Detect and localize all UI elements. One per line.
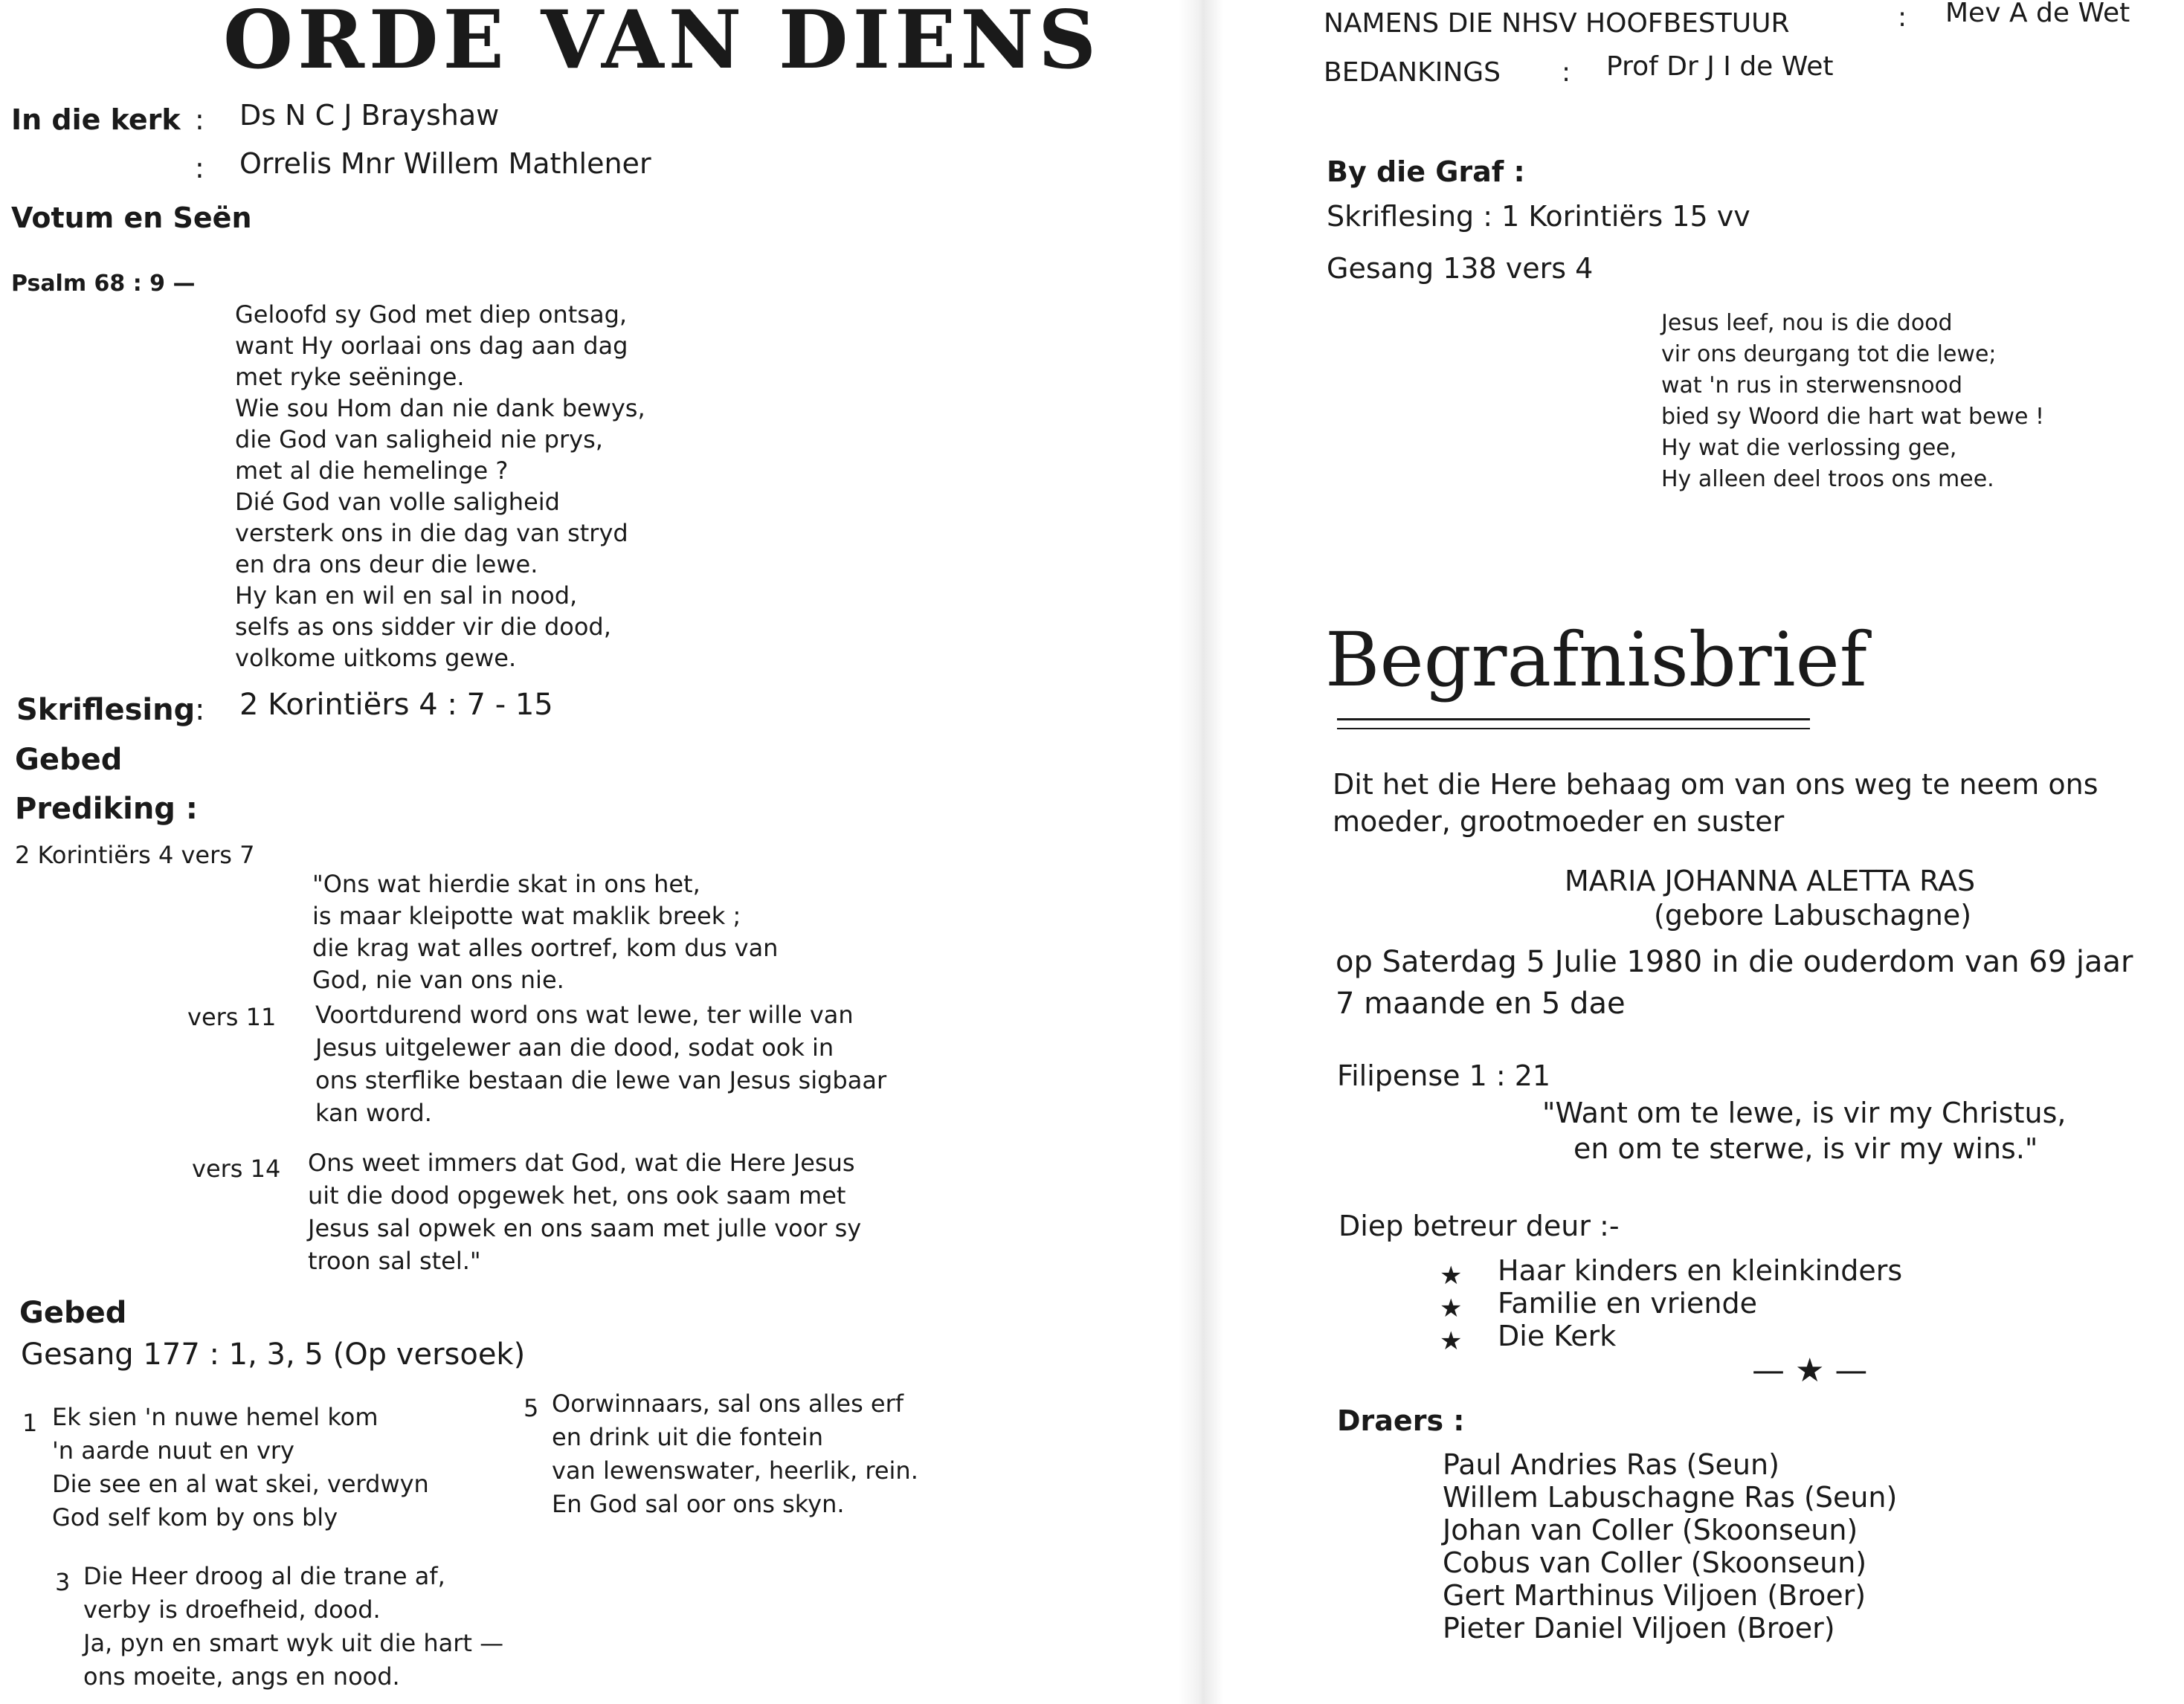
verse-line: God, nie van ons nie. (312, 966, 564, 994)
date-line-1: op Saterdag 5 Julie 1980 in die ouderdom van 69 jaar (1336, 945, 2133, 979)
verse-line: Hy wat die verlossing gee, (1661, 435, 1957, 461)
by-die-graf: By die Graf : (1327, 155, 1525, 188)
verse-line: Hy kan en wil en sal in nood, (235, 581, 578, 610)
verse-line: Dié God van volle saligheid (235, 488, 560, 516)
gebed-1: Gebed (15, 743, 123, 777)
filipense-reference: Filipense 1 : 21 (1337, 1059, 1551, 1092)
right-page-begrafnisbrief (1279, 0, 2184, 1704)
verse-line: volkome uitkoms gewe. (235, 644, 517, 672)
verse-line: van lewenswater, heerlik, rein. (552, 1456, 918, 1485)
intro-line-2: moeder, grootmoeder en suster (1333, 805, 1785, 838)
graf-gesang: Gesang 138 vers 4 (1327, 252, 1594, 285)
draer-name: Cobus van Coller (Skoonseun) (1443, 1546, 1867, 1579)
deceased-name: MARIA JOHANNA ALETTA RAS (1565, 865, 1976, 897)
skriflesing-label: Skriflesing (16, 693, 196, 727)
kerk-predikant: Ds N C J Brayshaw (239, 99, 500, 132)
vers-7-text (312, 868, 778, 996)
verse-line: vir ons deurgang tot die lewe; (1661, 341, 1997, 367)
draer-name: Paul Andries Ras (Seun) (1443, 1448, 1779, 1481)
verse-line: Geloofd sy God met diep ontsag, (235, 300, 628, 329)
verse-line: Die Heer droog al die trane af, (83, 1562, 445, 1590)
bedankings-label: BEDANKINGS (1324, 57, 1501, 88)
verse-line: Jesus uitgelewer aan die dood, sodat ook in (315, 1033, 834, 1062)
verse-line: 'n aarde nuut en vry (52, 1436, 294, 1465)
verse-line: troon sal stel." (308, 1247, 481, 1275)
stanza-5-number: 5 (524, 1394, 539, 1422)
draers-list (1443, 1448, 1897, 1645)
vers-14-text (308, 1146, 861, 1277)
verse-line: En God sal oor ons skyn. (552, 1490, 845, 1518)
prediking-label: Prediking : (15, 792, 198, 826)
star-icon: ★ (1440, 1261, 1463, 1291)
psalm-verse (235, 299, 645, 674)
stanza-1-number: 1 (22, 1409, 38, 1437)
verse-line: Ek sien 'n nuwe hemel kom (52, 1403, 379, 1431)
verse-line: Hy alleen deel troos ons mee. (1661, 466, 1994, 492)
verse-line: met al die hemelinge ? (235, 456, 509, 485)
verse-line: verby is droefheid, dood. (83, 1595, 381, 1624)
title-orde-van-diens: ORDE VAN DIENS (223, 0, 1101, 87)
diep-betreur: Diep betreur deur :- (1339, 1210, 1620, 1242)
verse-line: uit die dood opgewek het, ons ook saam met (308, 1181, 846, 1210)
namens-value: Mev A de Wet (1945, 0, 2130, 28)
draer-name: Willem Labuschagne Ras (Seun) (1443, 1481, 1898, 1514)
verse-line: Die see en al wat skei, verdwyn (52, 1470, 429, 1498)
intro-line-1: Dit het die Here behaag om van ons weg te neem ons (1333, 768, 2098, 801)
verse-line: en drink uit die fontein (552, 1423, 823, 1451)
date-line-2: 7 maande en 5 dae (1336, 987, 1626, 1021)
korintiers-reference: 2 Korintiërs 4 vers 7 (15, 841, 255, 869)
bedankings-value: Prof Dr J I de Wet (1606, 51, 1834, 82)
star-divider: — ★ — (1752, 1352, 1868, 1390)
verse-line: bied sy Woord die hart wat bewe ! (1661, 404, 2045, 430)
vers-14-label: vers 14 (192, 1155, 281, 1183)
skriflesing-sep: : (195, 693, 205, 727)
verse-line: Ja, pyn en smart wyk uit die hart — (83, 1629, 504, 1657)
verse-line: met ryke seëninge. (235, 363, 465, 391)
verse-line: selfs as ons sidder vir die dood, (235, 613, 611, 641)
draers-label: Draers : (1337, 1404, 1465, 1437)
stanza-1 (52, 1401, 429, 1534)
verse-line: die krag wat alles oortref, kom dus van (312, 934, 779, 962)
star-icon: ★ (1440, 1326, 1463, 1356)
verse-line: God self kom by ons bly (52, 1503, 338, 1532)
draer-name: Pieter Daniel Viljoen (Broer) (1443, 1612, 1835, 1645)
quote-line-1: "Want om te lewe, is vir my Christus, (1542, 1097, 2067, 1129)
page-fold (1179, 0, 1223, 1704)
verse-line: ons sterflike bestaan die lewe van Jesus sigbaar (315, 1066, 887, 1094)
draer-name: Johan van Coller (Skoonseun) (1443, 1514, 1858, 1546)
maiden-name: (gebore Labuschagne) (1654, 899, 1972, 932)
verse-line: Voortdurend word ons wat lewe, ter wille van (315, 1001, 854, 1029)
quote-line-2: en om te sterwe, is vir my wins." (1573, 1132, 2038, 1165)
verse-line: Jesus leef, nou is die dood (1661, 310, 1953, 336)
verse-line: Ons weet immers dat God, wat die Here Jesus (308, 1149, 855, 1177)
verse-line: versterk ons in die dag van stryd (235, 519, 628, 547)
psalm-label: Psalm 68 : 9 — (11, 271, 196, 297)
draer-name: Gert Marthinus Viljoen (Broer) (1443, 1579, 1866, 1612)
votum-en-seen: Votum en Seën (11, 201, 252, 234)
namens-label: NAMENS DIE NHSV HOOFBESTUUR (1324, 8, 1790, 39)
verse-line: Oorwinnaars, sal ons alles erf (552, 1390, 904, 1418)
gesang-138-verse (1661, 308, 2044, 495)
mourner-2: Familie en vriende (1498, 1287, 1757, 1320)
stanza-5 (552, 1387, 918, 1521)
verse-line: Jesus sal opwek en ons saam met julle voor sy (308, 1214, 862, 1242)
stanza-3-number: 3 (55, 1568, 71, 1596)
kerk-sep-1: : (195, 103, 204, 136)
verse-line: want Hy oorlaai ons dag aan dag (235, 332, 628, 360)
mourner-1: Haar kinders en kleinkinders (1498, 1254, 1903, 1287)
title-underline-thick (1337, 718, 1810, 720)
verse-line: ons moeite, angs en nood. (83, 1662, 400, 1691)
verse-line: is maar kleipotte wat maklik breek ; (312, 902, 741, 930)
title-underline-thin (1337, 728, 1810, 729)
gesang-177: Gesang 177 : 1, 3, 5 (Op versoek) (21, 1337, 526, 1372)
bedankings-sep: : (1562, 57, 1571, 88)
namens-sep: : (1898, 2, 1907, 33)
verse-line: die God van saligheid nie prys, (235, 425, 603, 454)
kerk-orrelis: Orrelis Mnr Willem Mathlener (239, 147, 651, 180)
graf-skriflesing: Skriflesing : 1 Korintiërs 15 vv (1327, 200, 1750, 233)
verse-line: "Ons wat hierdie skat in ons het, (312, 870, 700, 898)
verse-line: kan word. (315, 1099, 432, 1127)
title-begrafnisbrief: Begrafnisbrief (1325, 616, 1867, 703)
stanza-3 (83, 1560, 503, 1694)
verse-line: en dra ons deur die lewe. (235, 550, 538, 578)
gebed-2: Gebed (19, 1296, 127, 1330)
kerk-sep-2: : (195, 152, 204, 184)
skriflesing-value: 2 Korintiërs 4 : 7 - 15 (239, 688, 553, 722)
kerk-label: In die kerk (11, 103, 181, 136)
vers-11-label: vers 11 (187, 1003, 277, 1031)
vers-11-text (315, 998, 886, 1129)
star-icon: ★ (1440, 1294, 1463, 1323)
verse-line: wat 'n rus in sterwensnood (1661, 372, 1962, 398)
mourner-3: Die Kerk (1498, 1320, 1617, 1352)
verse-line: Wie sou Hom dan nie dank bewys, (235, 394, 645, 422)
